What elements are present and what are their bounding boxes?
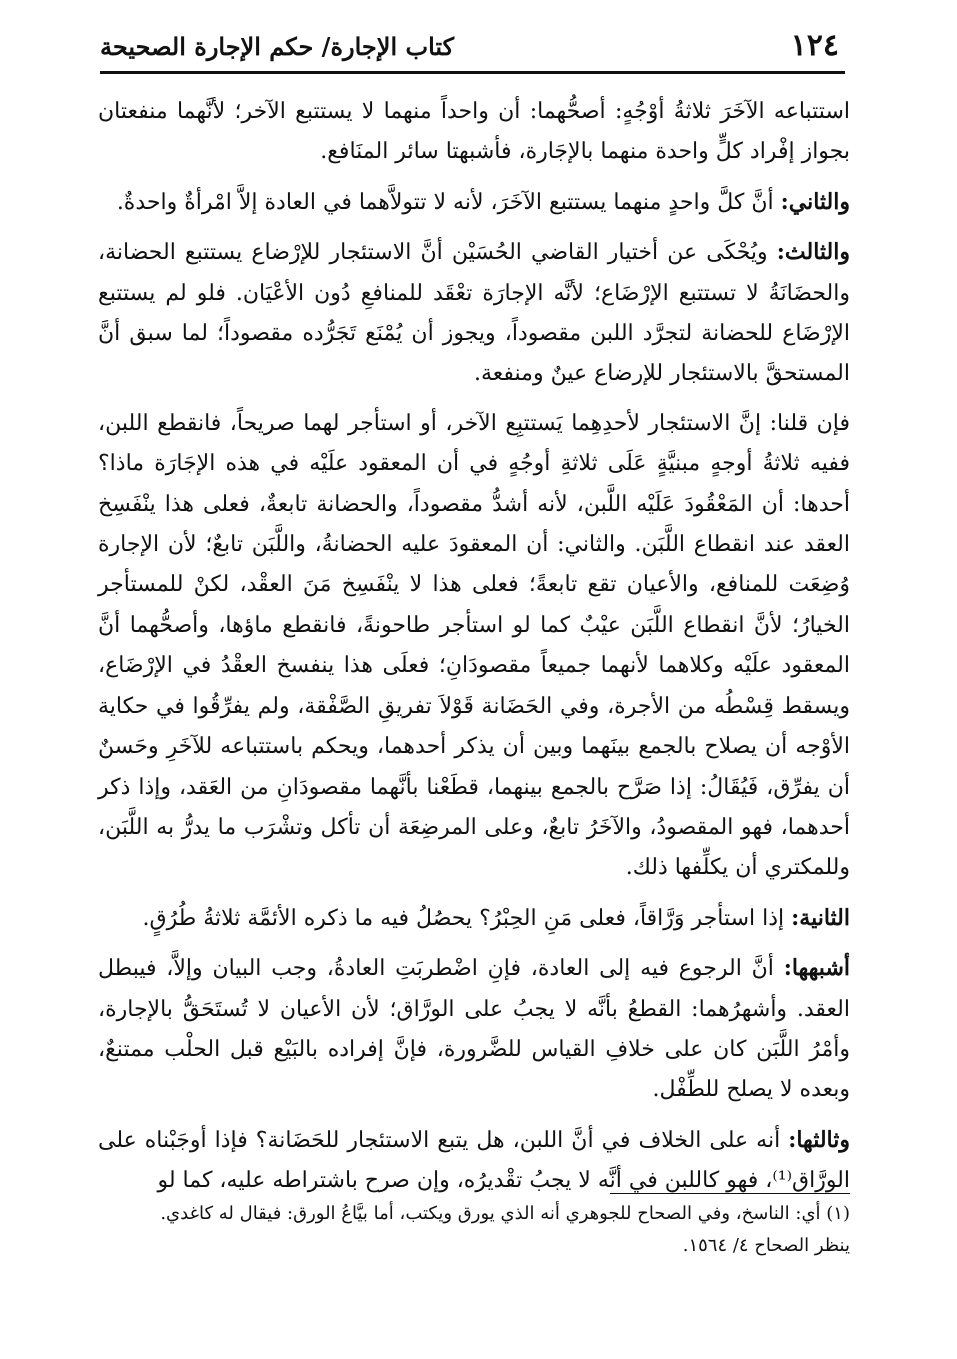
paragraph bbox=[98, 92, 850, 173]
paragraph-text: أنَّ كلَّ واحدٍ منهما يستتبع الآخَرَ، لأنه لا تتولاَّهما في العادة إلاَّ امْرأةٌ واحدةٌ. bbox=[116, 189, 781, 215]
paragraph bbox=[98, 898, 850, 939]
paragraph-text: أنه على الخلاف في أنَّ اللبن، هل يتبع الاستئجار للحَضَانة؟ فإذا أوجَبْناه على الورَّاق⁽¹⁾، فهو كاللبن في أنَّه لا يجبُ تقْديرُه، وإن صرح باشتراطه عليه، كما لو bbox=[98, 1127, 850, 1194]
paragraph-lead: والثاني: bbox=[780, 188, 850, 215]
paragraph-lead: الثانية: bbox=[791, 904, 850, 931]
paragraph bbox=[98, 182, 850, 223]
paragraph-text: استتباعه الآخَرَ ثلاثةُ أوْجُهٍ: أصحُّهما: أن واحداً منهما لا يستتبع الآخر؛ لأنَّهما منفعتان بجواز إفْراد كلٍّ واحدة منهما بالإجَارة، فأشبهتا سائر المنَافع. bbox=[98, 99, 850, 165]
footnote: (١) أي: الناسخ، وفي الصحاح للجوهري أنه الذي يورق ويكتب، أما بيَّاعُ الورق: فيقال له كاغدي. bbox=[160, 1203, 850, 1224]
paragraph bbox=[98, 948, 850, 1111]
paragraph bbox=[98, 1120, 850, 1202]
paragraph-lead: والثالث: bbox=[776, 239, 850, 266]
paragraph-text: ويُحْكَى عن أختيار القاضي الحُسَيْن أنَّ الاستئجار للإرْضاع يستتبع الحضانة، والحضَانَةُ لا تستتبع الإرْضَاع؛ لأنَّه الإجارَة تعْقَد للمنافعِ دُون الأعْيَان. فلو لم يستتبع الإرْضَاع للحضانة لتجرَّد اللبن مقصوداً، ويجوز أن يُمْنَع تَجَرُّده مقصوداً؛ لما سبق أنَّ المستحقَّ بالاستئجار للإرضاع عينٌ ومنفعة. bbox=[98, 240, 850, 387]
paragraph bbox=[98, 404, 850, 889]
page-number: ١٢٤ bbox=[790, 28, 839, 63]
main-text bbox=[98, 92, 850, 1211]
running-title: كتاب الإجارة/ حكم الإجارة الصحيحة bbox=[100, 32, 455, 61]
footnote-reference: ينظر الصحاح ٤/ ١٥٦٤. bbox=[682, 1235, 850, 1256]
paragraph-lead: أشبهها: bbox=[783, 955, 850, 982]
page-header bbox=[100, 22, 845, 74]
paragraph-text: إذا استأجر وَرَّاقاً، فعلى مَنِ الحِبْرُ؟ يحصُلُ فيه ما ذكره الأئمَّة ثلاثةُ طُرُقٍ. bbox=[142, 905, 792, 931]
header-rule bbox=[100, 71, 845, 74]
footnote-rule bbox=[610, 1193, 850, 1194]
footnotes bbox=[98, 1198, 850, 1262]
paragraph-lead: وثالثها: bbox=[788, 1126, 850, 1153]
paragraph-text: أنَّ الرجوع فيه إلى العادة، فإنِ اضْطربَتِ العادةُ، وجب البيان وإلاَّ، فيبطل العقد. وأشهرُهما: القطعُ بأنَّه لا يجبُ على الورَّاق؛ لأن الأعيان لا تُستَحَقُّ بالإجارة، وأمْرُ اللَّبَن كان على خلافِ القياس للضَّرورة، فإنَّ إفراده بالبَيْع قبل الحلْب ممتنعٌ، وبعده لا يصلح للطِّفْل. bbox=[98, 956, 850, 1103]
paragraph bbox=[98, 232, 850, 395]
paragraph-text: فإن قلنا: إنَّ الاستئجار لأحدِهِما يَستتبِع الآخر، أو استأجر لهما صريحاً، فانقطع اللبن، ففيه ثلاثةُ أوجهٍ مبنيَّةٍ عَلَى ثلاثةِ أوجُهٍ في أن المعقود علَيْه في هذه الإجَارَة ماذا؟ أحدها: أن المَعْقُودَ عَلَيْه اللَّبن، لأنه أشدُّ مقصوداً، والحضانة تابعةٌ، فعلى هذا ينْفَسِخ العقد عند انقطاع اللَّبَن. والثاني: أن المعقودَ عليه الحضانةُ، واللَّبَن تابعٌ؛ لأن الإجارة وُضِعَت للمنافع، والأعيان تقع تابعةً؛ فعلى هذا لا ينْفَسِخ مَنَ العقْد، لكنْ للمستأجر الخيارُ؛ لأنَّ انقطاع اللَّبَن عيْبٌ كما لو استأجر طاحونةً، فانقطع ماؤها، وأصحُّهما أنَّ المعقود علَيْه وكلاهما لأنهما جميعاً مقصودَانِ؛ فعلَى هذا ينفسخ العقْدُ في الإرْضَاع، ويسقط قِسْطُه من الأجرة، وفي الحَضَانة قَوْلاَ تفريقِ الصَّفْقة، ولم يفرِّقُوا في حكاية الأوْجه أن يصلاح بالجمع بينَهما وبين أن يذكر أحدهما، ويحكم باستتباعه للآخَرِ وحَسنٌ أن يفرِّق، فَيُقَالُ: إذا صَرَّح بالجمع بينهما، قطَعْنا بأنَّهما مقصودَانِ من العَقد، وإذا ذكر أحدهما، فهو المقصودُ، والآخَرُ تابعٌ، وعلى المرضِعَة أن تأكل وتشْرَب ما يدرُّ به اللَّبَن، وللمكتري أن يكلِّفها ذلك. bbox=[98, 410, 850, 881]
